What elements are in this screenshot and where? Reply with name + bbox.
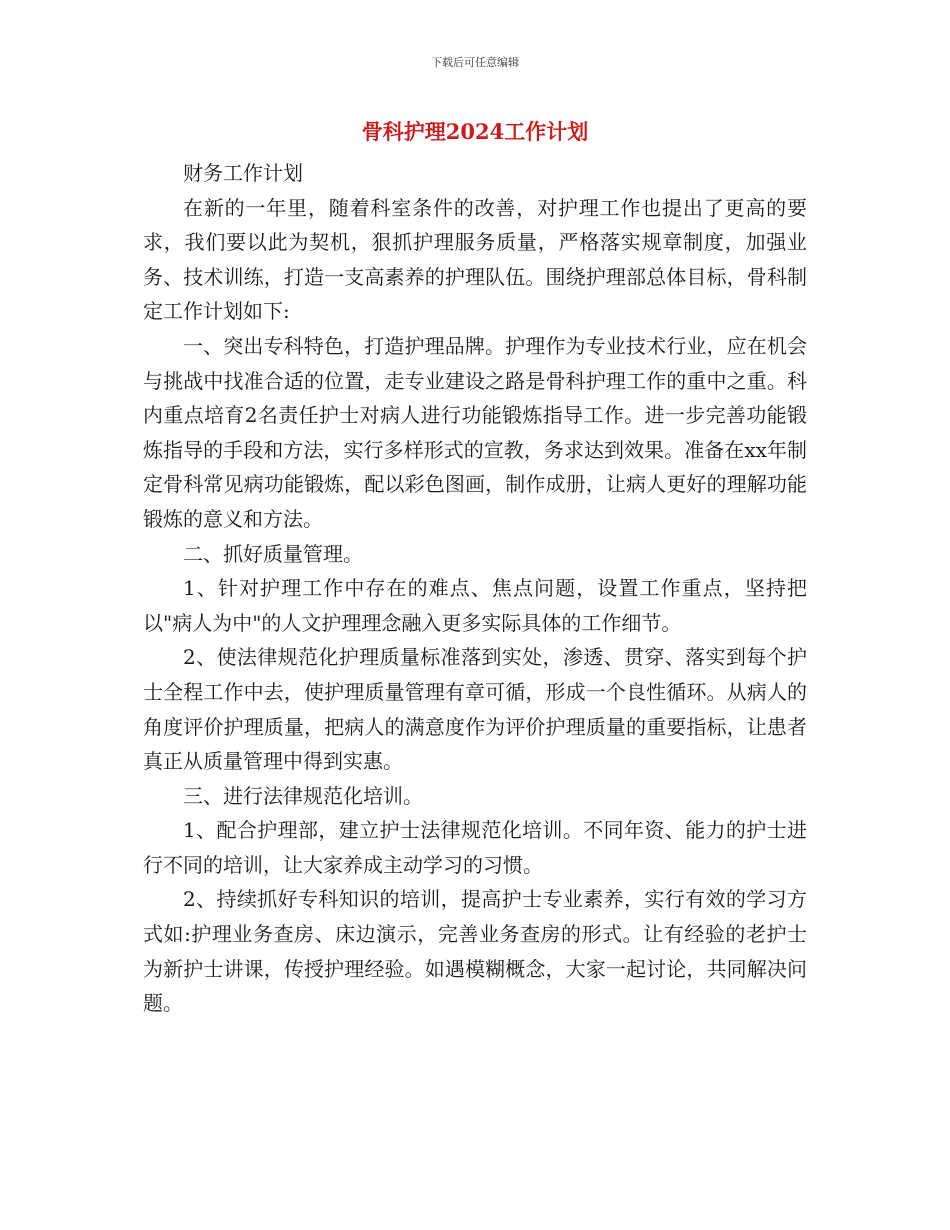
paragraph-subtitle: 财务工作计划: [183, 161, 303, 185]
document-title: 骨科护理2024工作计划: [361, 119, 589, 144]
paragraph-section-3-item-2: 2、持续抓好专科知识的培训，提高护士专业素养，实行有效的学习方式如:护理业务查房、床边演示，完善业务查房的形式。让有经验的老护士为新护士讲课，传授护理经验。如遇模糊概念，大家一起讨论，共同解决问题。: [143, 887, 807, 1016]
paragraph-section-1: 一、突出专科特色，打造护理品牌。护理作为专业技术行业，应在机会与挑战中找准合适的位置，走专业建设之路是骨科护理工作的重中之重。科内重点培育2名责任护士对病人进行功能锻炼指导工作。进一步完善功能锻炼指导的手段和方法，实行多样形式的宣教，务求达到效果。准备在xx年制定骨科常见病功能锻炼，配以彩色图画，制作成册，让病人更好的理解功能锻炼的意义和方法。: [143, 333, 807, 531]
document-body: [143, 156, 807, 1021]
header-note: 下载后可任意编辑: [431, 56, 519, 69]
paragraph-section-2-heading: 二、抓好质量管理。: [183, 541, 363, 566]
paragraph-section-3-item-1: 1、配合护理部，建立护士法律规范化培训。不同年资、能力的护士进行不同的培训，让大家养成主动学习的习惯。: [143, 818, 807, 877]
paragraph-section-2-item-2: 2、使法律规范化护理质量标准落到实处，渗透、贯穿、落实到每个护士全程工作中去，使护理质量管理有章可循，形成一个良性循环。从病人的角度评价护理质量，把病人的满意度作为评价护理质量的重要指标，让患者真正从质量管理中得到实惠。: [143, 645, 807, 774]
paragraph-section-2-item-1: 1、针对护理工作中存在的难点、焦点问题，设置工作重点，坚持把以"病人为中"的人文护理理念融入更多实际具体的工作细节。: [143, 576, 807, 635]
paragraph-section-3-heading: 三、进行法律规范化培训。: [183, 783, 423, 808]
paragraph-intro: 在新的一年里，随着科室条件的改善，对护理工作也提出了更高的要求，我们要以此为契机，狠抓护理服务质量，严格落实规章制度，加强业务、技术训练，打造一支高素养的护理队伍。围绕护理部总体目标，骨科制定工作计划如下:: [143, 195, 807, 324]
